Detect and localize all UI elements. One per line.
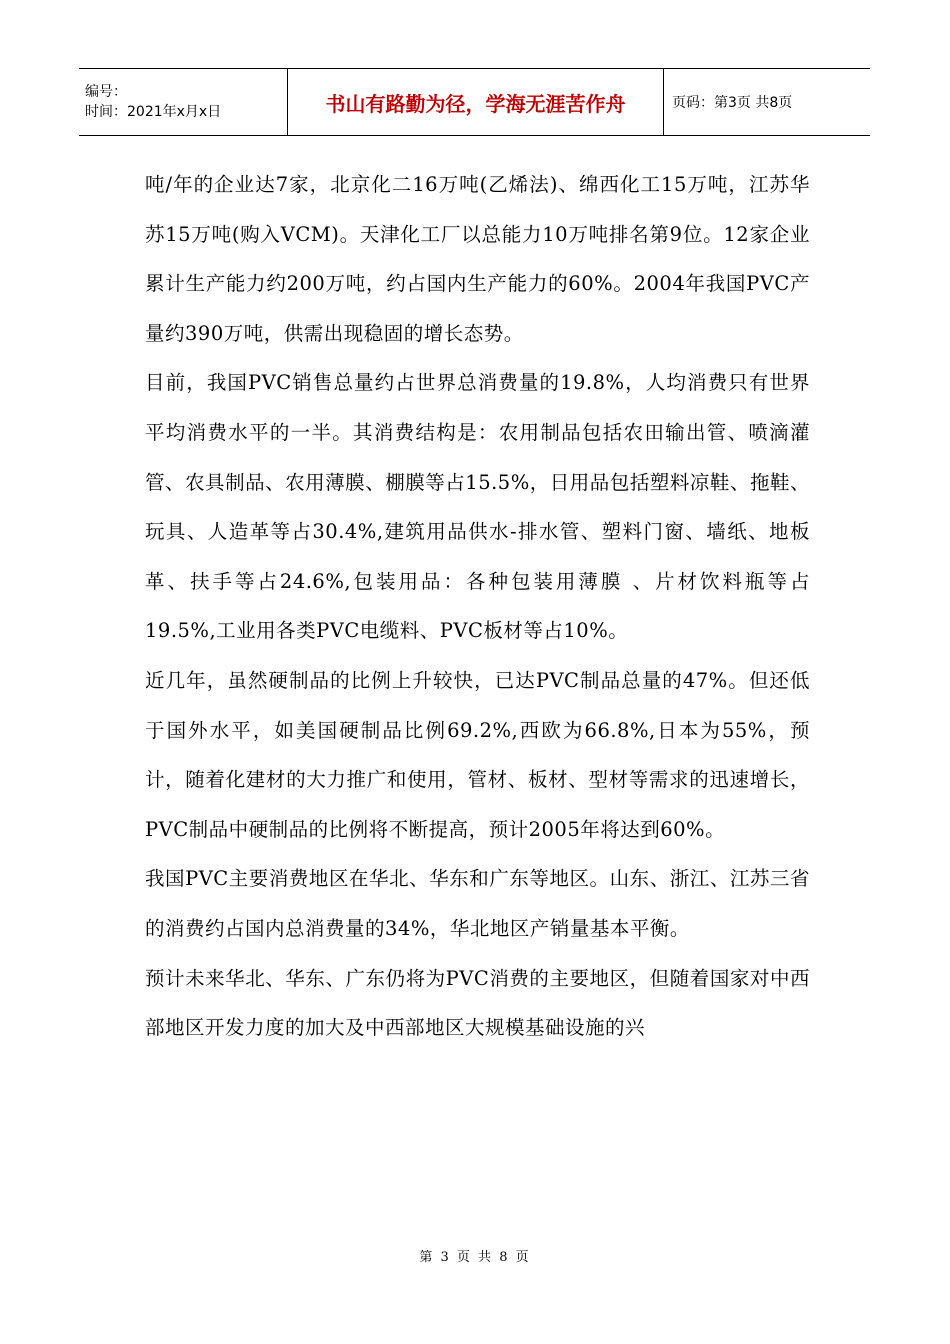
header-motto: 书山有路勤为径，学海无涯苦作舟 [288, 69, 664, 136]
document-number: 编号： [85, 84, 127, 100]
document-body [145, 160, 810, 1053]
header-page-info: 页码：第3页 共8页 [664, 69, 871, 136]
paragraph: 预计未来华北、华东、广东仍将为PVC消费的主要地区，但随着国家对中西部地区开发力度的加大及中西部地区大规模基础设施的兴 [145, 966, 810, 1040]
paragraph: 我国PVC主要消费地区在华北、华东和广东等地区。山东、浙江、江苏三省的消费约占国内总消费量的34%，华北地区产销量基本平衡。 [145, 867, 810, 940]
paragraph: 目前，我国PVC销售总量约占世界总消费量的19.8%，人均消费只有世界平均消费水平的一半。其消费结构是：农用制品包括农田输出管、喷滴灌管、农具制品、农用薄膜、棚膜等占15.5%，日用品包括塑料凉鞋、拖鞋、玩具、人造革等占30.4%,建筑用品供水-排水管、塑料门窗、墙纸、地板革、扶手等占24.6%,包装用品：各种包装用薄膜 、片材饮料瓶等占19.5%,工业用各类PVC电缆料、PVC板材等占10%。 [145, 371, 810, 643]
paragraph: 吨/年的企业达7家，北京化二16万吨(乙烯法)、绵西化工15万吨，江苏华苏15万吨(购入VCM)。天津化工厂以总能力10万吨排名第9位。12家企业累计生产能力约200万吨，约占国内生产能力的60%。2004年我国PVC产量约390万吨，供需出现稳固的增长态势。 [145, 173, 810, 345]
page-header [79, 68, 870, 136]
document-time: 时间：2021年x月x日 [85, 104, 222, 120]
paragraph: 近几年，虽然硬制品的比例上升较快，已达PVC制品总量的47%。但还低于国外水平，如美国硬制品比例69.2%,西欧为66.8%,日本为55%，预计，随着化建材的大力推广和使用，管材、板材、型材等需求的迅速增长，PVC制品中硬制品的比例将不断提高，预计2005年将达到60%。 [145, 668, 810, 841]
page-footer: 第 3 页 共 8 页 [419, 1250, 531, 1265]
header-meta [79, 69, 288, 136]
